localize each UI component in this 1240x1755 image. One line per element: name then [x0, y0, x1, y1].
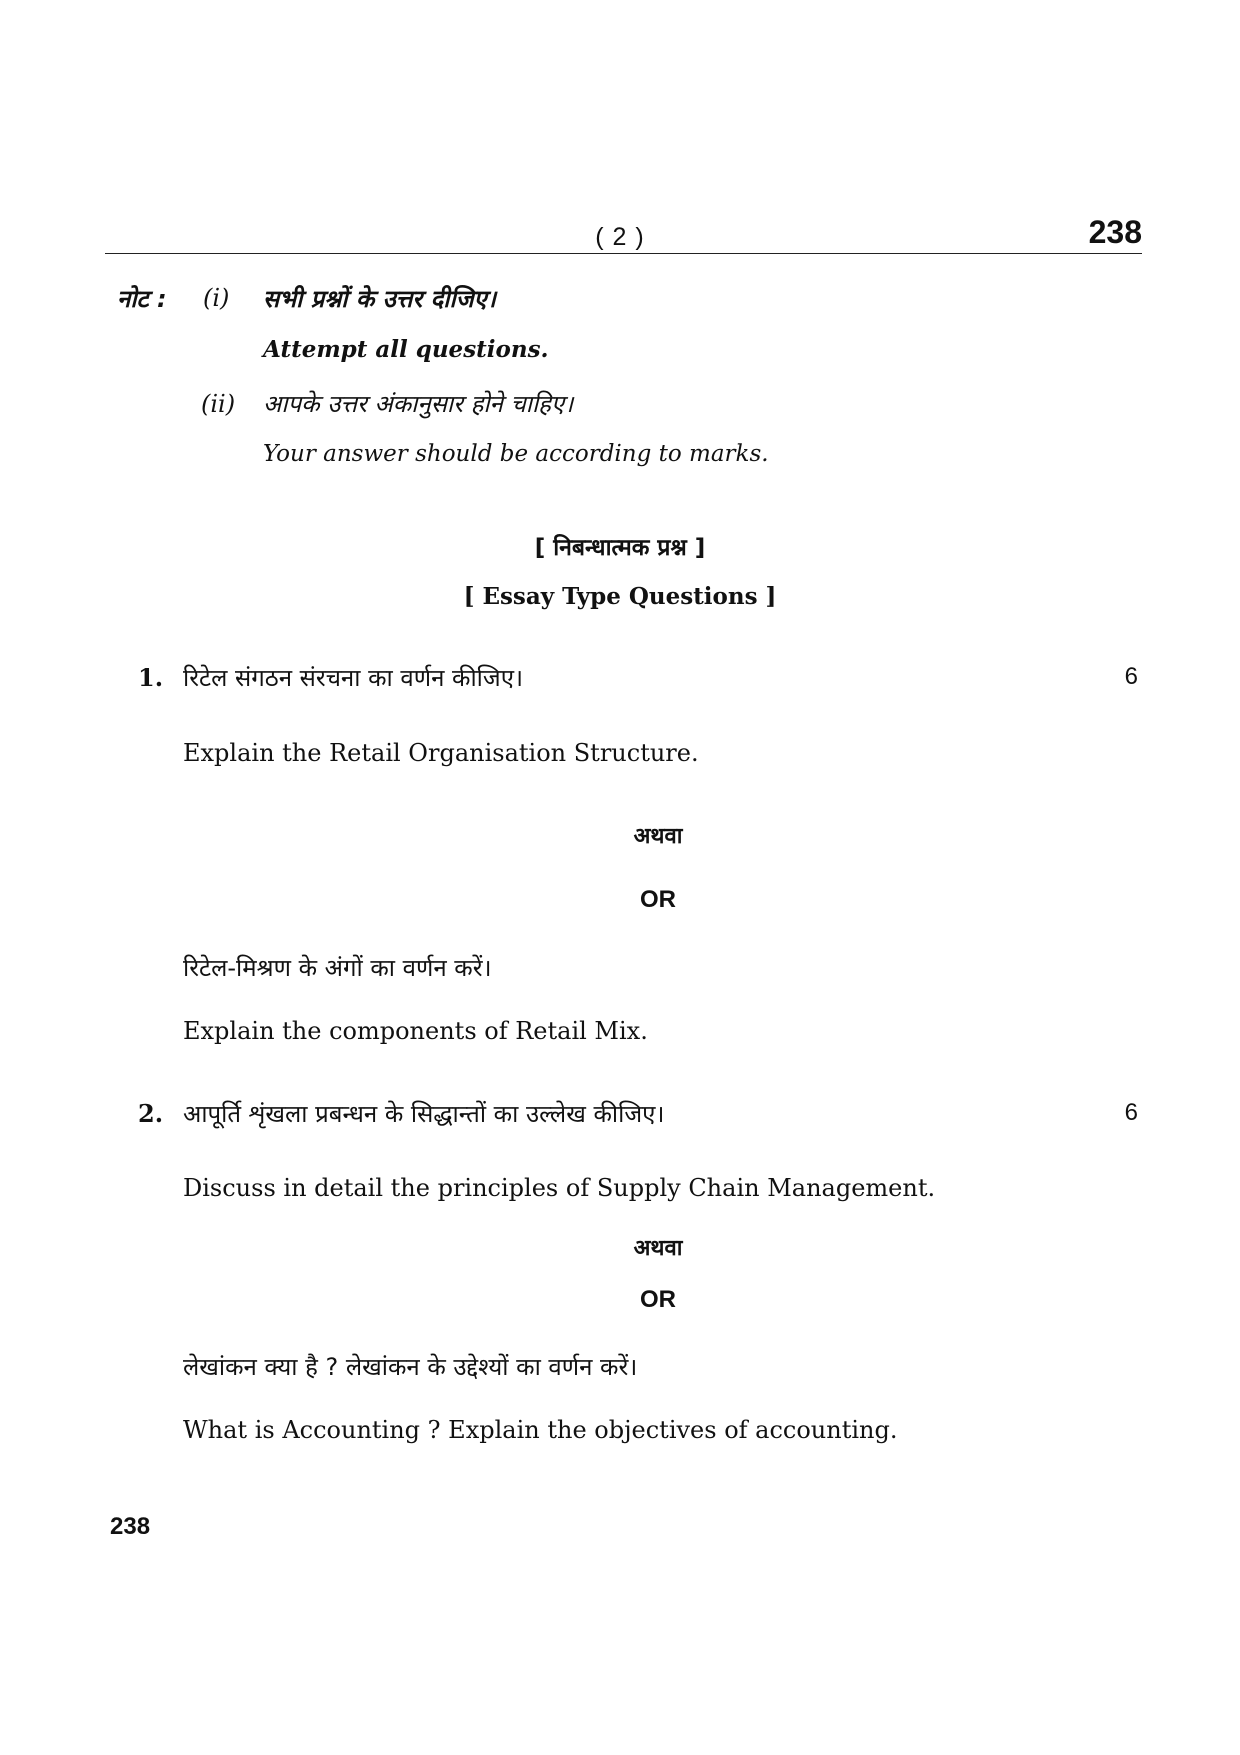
question-1-alt-hindi: रिटेल-मिश्रण के अंगों का वर्णन करें। — [183, 954, 492, 982]
note-item-1-marker: (i) — [203, 284, 230, 312]
note-item-2-marker: (ii) — [201, 390, 236, 418]
note-item-1-hindi: सभी प्रश्नों के उत्तर दीजिए। — [263, 285, 496, 313]
question-2-alt-hindi: लेखांकन क्या है ? लेखांकन के उद्देश्यों का वर्णन करें। — [183, 1353, 638, 1381]
question-1-number: 1. — [138, 663, 164, 692]
question-1-hindi: रिटेल संगठन संरचना का वर्णन कीजिए। — [183, 664, 524, 692]
note-label: नोट : — [117, 285, 167, 313]
paper-code-footer: 238 — [110, 1513, 151, 1540]
question-2-number: 2. — [138, 1099, 164, 1128]
note-item-2-hindi: आपके उत्तर अंकानुसार होने चाहिए। — [263, 390, 574, 418]
question-2-or-english: OR — [640, 1286, 676, 1313]
note-item-2-english: Your answer should be according to marks. — [263, 441, 769, 467]
question-2-hindi: आपूर्ति शृंखला प्रबन्धन के सिद्धान्तों का उल्लेख कीजिए। — [183, 1100, 665, 1128]
question-1-english: Explain the Retail Organisation Structure. — [183, 739, 699, 767]
note-item-1-english: Attempt all questions. — [263, 336, 549, 363]
question-1-marks: 6 — [1124, 663, 1138, 690]
paper-code-header: 238 — [1088, 214, 1142, 250]
header-divider — [105, 253, 1142, 254]
question-1-or-english: OR — [640, 886, 676, 913]
question-2-english: Discuss in detail the principles of Supply Chain Management. — [183, 1174, 936, 1202]
section-title-hindi: [ निबन्धात्मक प्रश्न ] — [534, 535, 706, 561]
question-2-or-hindi: अथवा — [633, 1236, 683, 1261]
section-title-english: [ Essay Type Questions ] — [463, 583, 777, 610]
question-2-marks: 6 — [1124, 1099, 1138, 1126]
page-number: ( 2 ) — [595, 223, 645, 251]
question-1-alt-english: Explain the components of Retail Mix. — [183, 1017, 648, 1045]
question-1-or-hindi: अथवा — [633, 824, 683, 849]
question-2-alt-english: What is Accounting ? Explain the objectives of accounting. — [183, 1416, 898, 1444]
